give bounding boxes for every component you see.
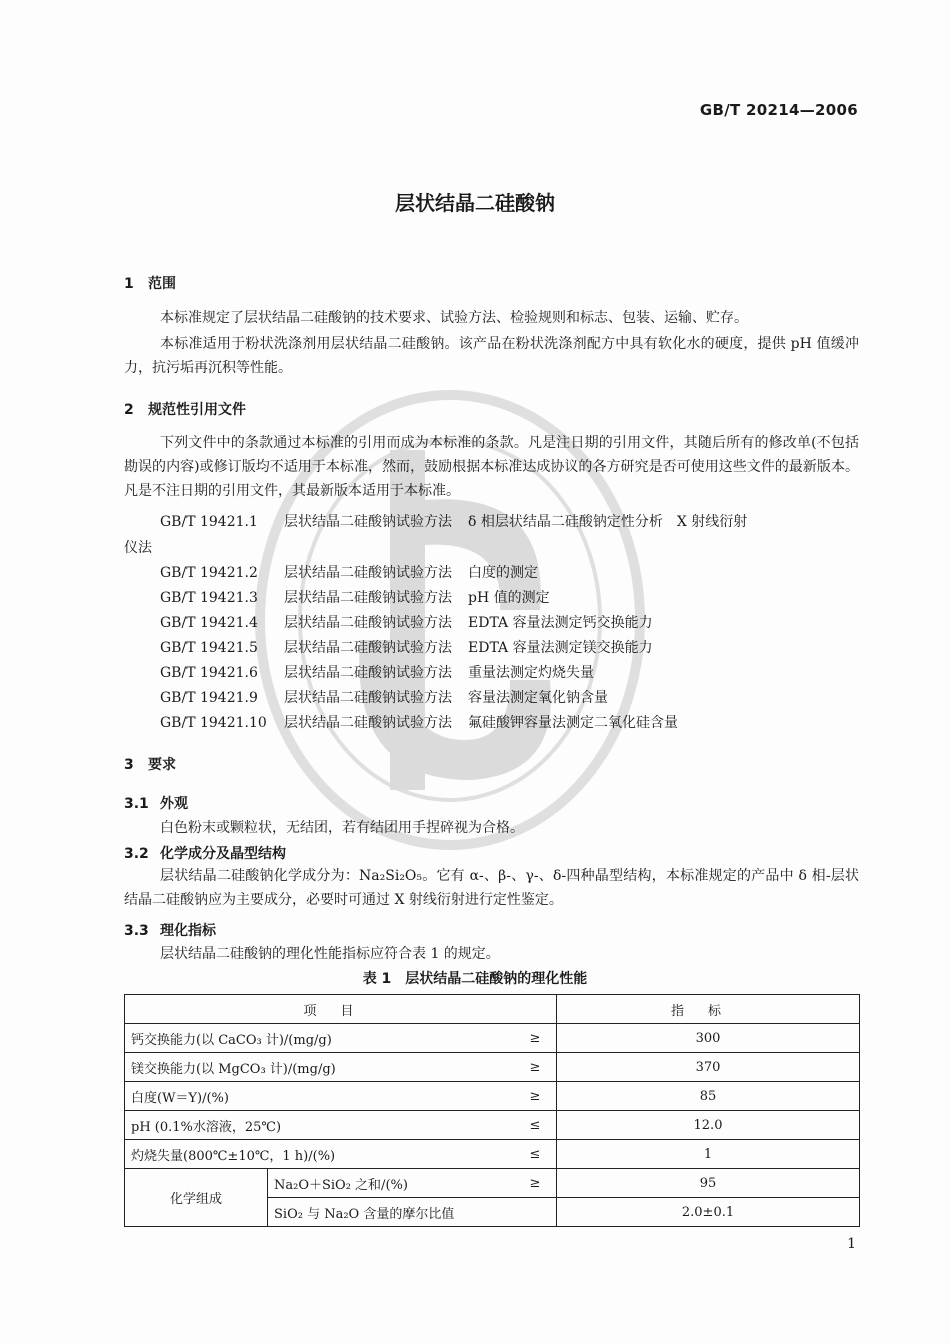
- row-value: 2.0±0.1: [557, 1198, 860, 1227]
- row-item: 钙交换能力(以 CaCO₃ 计)/(mg/g): [125, 1024, 515, 1053]
- section-3-2-text: 层状结晶二硅酸钠化学成分为：Na₂Si₂O₅。它有 α-、β-、γ-、δ-四种晶型结构，本标准规定的产品中 δ 相-层状结晶二硅酸钠应为主要成分，必要时可通过 X 射线衍射进行定性鉴定。: [124, 868, 859, 908]
- section-3-3-text: 层状结晶二硅酸钠的理化性能指标应符合表 1 的规定。: [160, 946, 500, 962]
- row-item: 灼烧失量(800℃±10℃，1 h)/(%): [125, 1140, 515, 1169]
- reference-item: GB/T 19421.5 层状结晶二硅酸钠试验方法 EDTA 容量法测定镁交换能力: [160, 640, 653, 656]
- page-number: 1: [847, 1236, 856, 1252]
- section-1-paragraph-2: 本标准适用于粉状洗涤剂用层状结晶二硅酸钠。该产品在粉状洗涤剂配方中具有软化水的硬度，提供 pH 值缓冲力，抗污垢再沉积等性能。: [124, 336, 859, 376]
- row-value: 85: [557, 1082, 860, 1111]
- row-value: 1: [557, 1140, 860, 1169]
- table-row: [125, 1140, 860, 1169]
- reference-item: GB/T 19421.6 层状结晶二硅酸钠试验方法 重量法测定灼烧失量: [160, 665, 594, 681]
- reference-item: GB/T 19421.1 层状结晶二硅酸钠试验方法 δ 相层状结晶二硅酸钠定性分析 X 射线衍射: [160, 514, 748, 530]
- section-3-2-heading: 3.2 化学成分及晶型结构: [124, 846, 286, 862]
- section-1-paragraph-1: 本标准规定了层状结晶二硅酸钠的技术要求、试验方法、检验规则和标志、包装、运输、贮存。: [160, 310, 748, 326]
- row-symbol: ≥: [514, 1024, 557, 1053]
- table-row: [125, 1169, 860, 1198]
- row-value: 12.0: [557, 1111, 860, 1140]
- row-item: 镁交换能力(以 MgCO₃ 计)/(mg/g): [125, 1053, 515, 1082]
- table-header-row: [125, 995, 860, 1024]
- row-value: 300: [557, 1024, 860, 1053]
- row-item: Na₂O＋SiO₂ 之和/(%): [268, 1169, 515, 1198]
- section-3-3-heading: 3.3 理化指标: [124, 923, 216, 939]
- header-item: 项目: [125, 995, 557, 1024]
- section-3-heading: 3 要求: [124, 757, 176, 773]
- section-1-heading: 1 范围: [124, 276, 176, 292]
- row-symbol: ≥: [514, 1169, 557, 1198]
- row-symbol: ≥: [514, 1082, 557, 1111]
- row-symbol: [514, 1198, 557, 1227]
- section-2-heading: 2 规范性引用文件: [124, 402, 246, 418]
- section-2-intro: 下列文件中的条款通过本标准的引用而成为本标准的条款。凡是注日期的引用文件，其随后所有的修改单(不包括勘误的内容)或修订版均不适用于本标准，然而，鼓励根据本标准达成协议的各方研究是否可使用这些文件的最新版本。凡是不注日期的引用文件，其最新版本适用于本标准。: [124, 435, 859, 499]
- row-value: 95: [557, 1169, 860, 1198]
- reference-item: GB/T 19421.4 层状结晶二硅酸钠试验方法 EDTA 容量法测定钙交换能力: [160, 615, 653, 631]
- header-value: 指标: [557, 995, 860, 1024]
- row-symbol: ≤: [514, 1140, 557, 1169]
- properties-table: [124, 994, 860, 1227]
- row-item: SiO₂ 与 Na₂O 含量的摩尔比值: [268, 1198, 515, 1227]
- reference-item: GB/T 19421.9 层状结晶二硅酸钠试验方法 容量法测定氧化钠含量: [160, 690, 608, 706]
- table-caption: 表 1 层状结晶二硅酸钠的理化性能: [362, 971, 588, 987]
- table-row: [125, 1082, 860, 1111]
- table-row: [125, 1053, 860, 1082]
- reference-item-continuation: 仪法: [124, 540, 152, 556]
- reference-item: GB/T 19421.3 层状结晶二硅酸钠试验方法 pH 值的测定: [160, 590, 550, 606]
- reference-item: GB/T 19421.10 层状结晶二硅酸钠试验方法 氟硅酸钾容量法测定二氧化硅含量: [160, 715, 678, 731]
- row-item: pH (0.1%水溶液，25℃): [125, 1111, 515, 1140]
- section-3-1-heading: 3.1 外观: [124, 796, 188, 812]
- table-row: [125, 1024, 860, 1053]
- group-label: 化学组成: [125, 1169, 268, 1227]
- section-3-1-text: 白色粉末或颗粒状，无结团，若有结团用手捏碎视为合格。: [160, 820, 524, 836]
- row-value: 370: [557, 1053, 860, 1082]
- document-title: 层状结晶二硅酸钠: [395, 191, 555, 215]
- standard-code: GB/T 20214—2006: [699, 101, 858, 119]
- row-item: 白度(W＝Y)/(%): [125, 1082, 515, 1111]
- row-symbol: ≥: [514, 1053, 557, 1082]
- row-symbol: ≤: [514, 1111, 557, 1140]
- table-row: [125, 1111, 860, 1140]
- reference-item: GB/T 19421.2 层状结晶二硅酸钠试验方法 白度的测定: [160, 565, 538, 581]
